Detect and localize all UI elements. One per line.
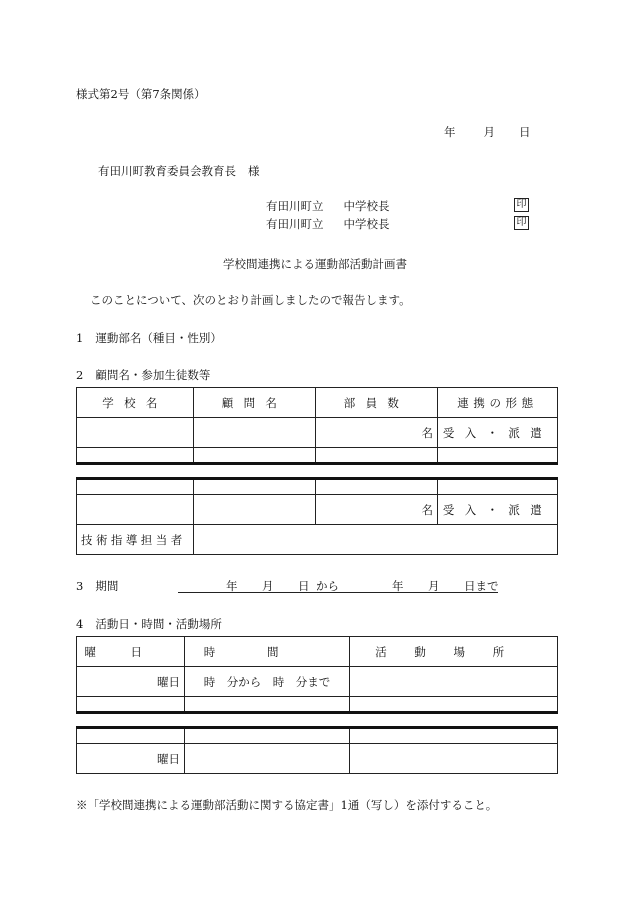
addressee: [98, 163, 260, 179]
advisor-cell[interactable]: [194, 448, 316, 464]
table-row: [77, 744, 558, 774]
header-form: 連携の形態: [438, 388, 558, 418]
sender-town: 有田川町立: [266, 217, 324, 231]
tech-leader-row: [77, 525, 558, 555]
place-cell[interactable]: [350, 697, 558, 713]
member-unit: 名: [421, 425, 433, 440]
time-cell[interactable]: [185, 728, 350, 744]
header-time: 時間: [185, 637, 350, 667]
table-row: [77, 667, 558, 697]
table-row: [77, 495, 558, 525]
sender-school: 中学校長: [343, 217, 390, 231]
date-year: 年: [444, 125, 456, 139]
header-weekday: 曜日: [77, 637, 185, 667]
time-cell[interactable]: 時 分から 時 分まで: [185, 667, 350, 697]
date-day: 日: [519, 125, 531, 139]
place-cell[interactable]: [350, 744, 558, 774]
date-line: [444, 124, 531, 140]
form-number: 様式第2号（第7条関係）: [76, 87, 206, 101]
table-header-row: [77, 637, 558, 667]
section-2-heading: [76, 367, 210, 383]
section-number: 2: [76, 368, 84, 382]
header-place: 活動場所: [350, 637, 558, 667]
tech-leader-cell[interactable]: [194, 525, 558, 555]
member-count-cell[interactable]: [316, 479, 438, 495]
sender-row: [266, 198, 529, 214]
section-title: 顧問名・参加生徒数等: [95, 368, 211, 382]
footnote: ※「学校間連携による運動部活動に関する協定書」1通（写し）を添付すること。: [76, 798, 498, 812]
document-title: 学校間連携による運動部活動計画書: [223, 257, 407, 271]
form-type-cell[interactable]: [438, 448, 558, 464]
header-members: 部員数: [316, 388, 438, 418]
table-row: [77, 479, 558, 495]
section-3-heading: [76, 578, 118, 594]
section-title: 運動部名（種目・性別）: [95, 331, 222, 345]
time-cell[interactable]: [185, 744, 350, 774]
addressee-name: 有田川町教育委員会教育長: [98, 164, 236, 178]
tech-leader-label: 技術指導担当者: [77, 525, 194, 555]
weekday-cell[interactable]: 曜日: [77, 744, 185, 774]
advisor-cell[interactable]: [194, 479, 316, 495]
form-type-cell[interactable]: [438, 479, 558, 495]
section-4-heading: [76, 616, 222, 632]
divider: [77, 464, 558, 479]
section-1-heading: [76, 330, 222, 346]
table-row: [77, 448, 558, 464]
place-cell[interactable]: [350, 667, 558, 697]
sender-row: [266, 216, 529, 232]
section-number: 3: [76, 579, 84, 593]
section-title: 期間: [95, 579, 119, 593]
to-month: 月: [428, 579, 440, 593]
intro-text: このことについて、次のとおり計画しましたので報告します。: [90, 293, 411, 307]
section-title: 活動日・時間・活動場所: [95, 617, 222, 631]
divider: [77, 713, 558, 728]
advisor-cell[interactable]: [194, 495, 316, 525]
member-count-cell[interactable]: [316, 448, 438, 464]
seal-stamp-icon: 印: [514, 216, 529, 230]
weekday-cell[interactable]: [77, 697, 185, 713]
table-row: [77, 697, 558, 713]
header-school: 学校名: [77, 388, 194, 418]
table-header-row: [77, 388, 558, 418]
advisor-table: [76, 387, 558, 555]
from-year: 年: [226, 579, 238, 593]
addressee-honorific: 様: [248, 164, 260, 178]
table-row: [77, 728, 558, 744]
school-cell[interactable]: [77, 448, 194, 464]
member-unit: 名: [421, 502, 433, 517]
place-cell[interactable]: [350, 728, 558, 744]
section-number: 4: [76, 617, 84, 631]
seal-stamp-icon: 印: [514, 198, 529, 212]
to-day: 日まで: [464, 579, 499, 593]
time-cell[interactable]: [185, 697, 350, 713]
sender-school: 中学校長: [343, 199, 390, 213]
form-type-cell[interactable]: 受入・派遣: [438, 418, 558, 448]
header-advisor: 顧問名: [194, 388, 316, 418]
table-row: [77, 418, 558, 448]
period-field[interactable]: [178, 578, 498, 593]
from-suffix: から: [316, 579, 339, 593]
activity-table: [76, 636, 558, 774]
to-year: 年: [392, 579, 404, 593]
date-month: 月: [483, 125, 495, 139]
sender-town: 有田川町立: [266, 199, 324, 213]
advisor-cell[interactable]: [194, 418, 316, 448]
section-number: 1: [76, 331, 84, 345]
weekday-cell[interactable]: 曜日: [77, 667, 185, 697]
from-month: 月: [262, 579, 274, 593]
school-cell[interactable]: [77, 495, 194, 525]
weekday-cell[interactable]: [77, 728, 185, 744]
from-day: 日: [298, 579, 310, 593]
form-type-cell[interactable]: 受入・派遣: [438, 495, 558, 525]
double-divider: [77, 713, 558, 728]
member-count-cell[interactable]: [316, 495, 438, 525]
double-divider: [77, 464, 558, 479]
school-cell[interactable]: [77, 418, 194, 448]
school-cell[interactable]: [77, 479, 194, 495]
member-count-cell[interactable]: [316, 418, 438, 448]
